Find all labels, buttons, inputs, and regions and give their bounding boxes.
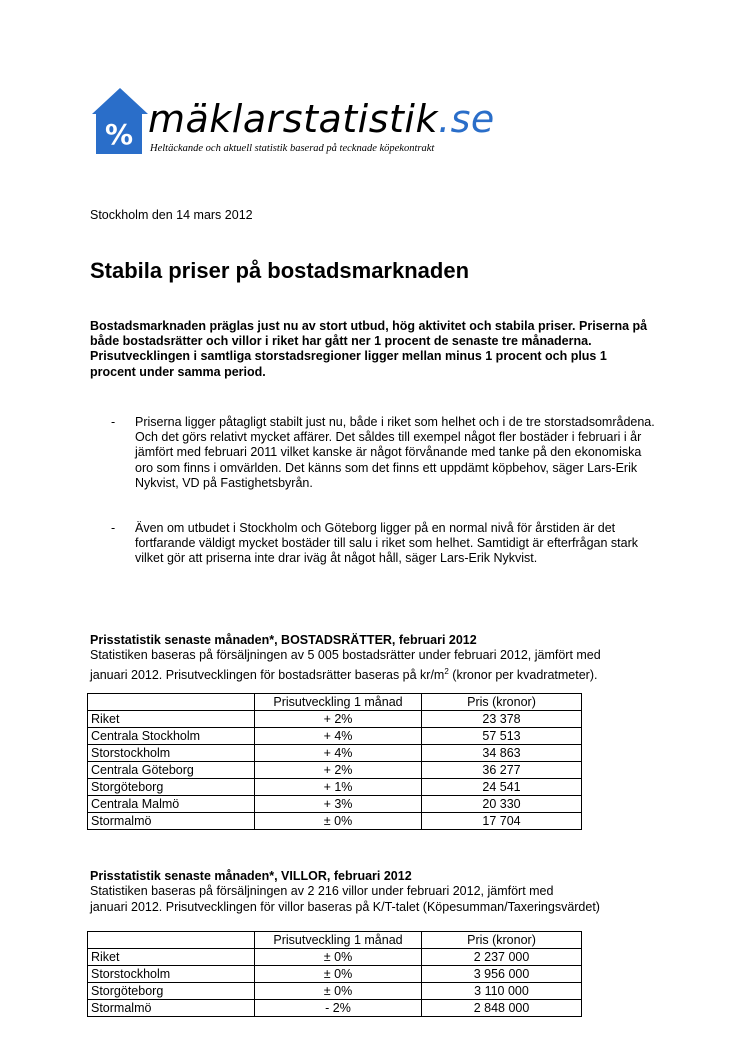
price-cell: 2 848 000 (422, 1000, 582, 1017)
price-cell: 57 513 (422, 728, 582, 745)
table-row (88, 711, 582, 728)
price-cell: 2 237 000 (422, 949, 582, 966)
change-cell: ± 0% (255, 949, 422, 966)
villor-desc-line: januari 2012. Prisutvecklingen för villor baseras på K/T-talet (Köpesumman/Taxeringsvärdet) (90, 899, 600, 914)
change-cell: ± 0% (255, 813, 422, 830)
table-header-cell (88, 932, 255, 949)
brf-section-description (90, 648, 670, 683)
company-logo (92, 88, 512, 163)
brf-section-heading: Prisstatistik senaste månaden*, BOSTADSRÄTTER, februari 2012 (90, 633, 477, 647)
bullet-dash: - (111, 415, 116, 429)
logo-domain: .se (437, 97, 495, 141)
lead-paragraph: Bostadsmarknaden präglas just nu av stort utbud, hög aktivitet och stabila priser. Priserna på både bostadsrätter och villor i riket har gått ner 1 procent de senaste tre månaderna. Prisutvecklingen i samtliga storstadsregioner ligger mellan minus 1 procent och plus 1 procent under samma period. (90, 319, 648, 379)
price-cell: 17 704 (422, 813, 582, 830)
region-cell: Storgöteborg (88, 983, 255, 1000)
table-row (88, 813, 582, 830)
logo-wordmark: mäklarstatistik.se (148, 97, 495, 141)
change-cell: - 2% (255, 1000, 422, 1017)
villor-desc-line: Statistiken baseras på försäljningen av 2 216 villor under februari 2012, jämfört med (90, 884, 554, 898)
table-row (88, 779, 582, 796)
table-row (88, 949, 582, 966)
change-cell: + 4% (255, 728, 422, 745)
page-title: Stabila priser på bostadsmarknaden (90, 258, 470, 283)
table-header-cell: Pris (kronor) (422, 694, 582, 711)
region-cell: Riket (88, 949, 255, 966)
region-cell: Storstockholm (88, 966, 255, 983)
price-cell: 36 277 (422, 762, 582, 779)
table-header-cell: Prisutveckling 1 månad (255, 694, 422, 711)
region-cell: Centrala Malmö (88, 796, 255, 813)
price-cell: 34 863 (422, 745, 582, 762)
price-cell: 3 956 000 (422, 966, 582, 983)
table-header-row (88, 694, 582, 711)
bullet-text: Priserna ligger påtagligt stabilt just nu, både i riket som helhet och i de tre storstadsområdena. Och det görs relativt mycket affärer. Det såldes till exempel något fler bostäder i februari i år jämfört med februari 2011 vilket kanske är något förvånande med tanke på den ekonomiska oro som finns i omvärlden. Det känns som det finns ett uppdämt köpbehov, säger Lars-Erik Nykvist, VD på Fastighetsbyrån. (135, 415, 655, 490)
brf-desc-line: januari 2012. Prisutvecklingen för bostadsrätter baseras på $kr/m^2$ (kronor per kvadratmeter). (90, 666, 598, 682)
region-cell: Centrala Göteborg (88, 762, 255, 779)
table-row (88, 745, 582, 762)
table-row (88, 796, 582, 813)
price-cell: 23 378 (422, 711, 582, 728)
region-cell: Centrala Stockholm (88, 728, 255, 745)
price-cell: 20 330 (422, 796, 582, 813)
change-cell: ± 0% (255, 983, 422, 1000)
table-header-cell: Prisutveckling 1 månad (255, 932, 422, 949)
house-percent-icon (92, 88, 148, 154)
change-cell: ± 0% (255, 966, 422, 983)
brf-price-table (87, 693, 582, 830)
logo-badge: % (104, 118, 134, 151)
region-cell: Riket (88, 711, 255, 728)
table-header-row (88, 932, 582, 949)
change-cell: + 4% (255, 745, 422, 762)
villor-price-table (87, 931, 582, 1017)
table-row (88, 1000, 582, 1017)
price-cell: 24 541 (422, 779, 582, 796)
villor-section-heading: Prisstatistik senaste månaden*, VILLOR, februari 2012 (90, 869, 412, 883)
bullet-dash: - (111, 521, 116, 535)
brf-desc-line: Statistiken baseras på försäljningen av 5 005 bostadsrätter under februari 2012, jämfört med (90, 648, 601, 662)
price-cell: 3 110 000 (422, 983, 582, 1000)
bullet-text: Även om utbudet i Stockholm och Göteborg ligger på en normal nivå för årstiden är det fortfarande väldigt mycket bostäder till salu i riket som helhet. Samtidigt är efterfrågan stark vilket gör att priserna inte drar iväg åt något håll, säger Lars-Erik Nykvist. (135, 521, 639, 566)
region-cell: Storgöteborg (88, 779, 255, 796)
change-cell: + 1% (255, 779, 422, 796)
region-cell: Stormalmö (88, 1000, 255, 1017)
table-row (88, 966, 582, 983)
table-row (88, 983, 582, 1000)
change-cell: + 2% (255, 762, 422, 779)
villor-section-description (90, 884, 670, 915)
dateline: Stockholm den 14 mars 2012 (90, 208, 253, 222)
change-cell: + 3% (255, 796, 422, 813)
region-cell: Stormalmö (88, 813, 255, 830)
table-row (88, 762, 582, 779)
region-cell: Storstockholm (88, 745, 255, 762)
table-row (88, 728, 582, 745)
logo-tagline: Heltäckande och aktuell statistik baserad på tecknade köpekontrakt (150, 143, 435, 154)
change-cell: + 2% (255, 711, 422, 728)
table-header-cell: Pris (kronor) (422, 932, 582, 949)
table-header-cell (88, 694, 255, 711)
